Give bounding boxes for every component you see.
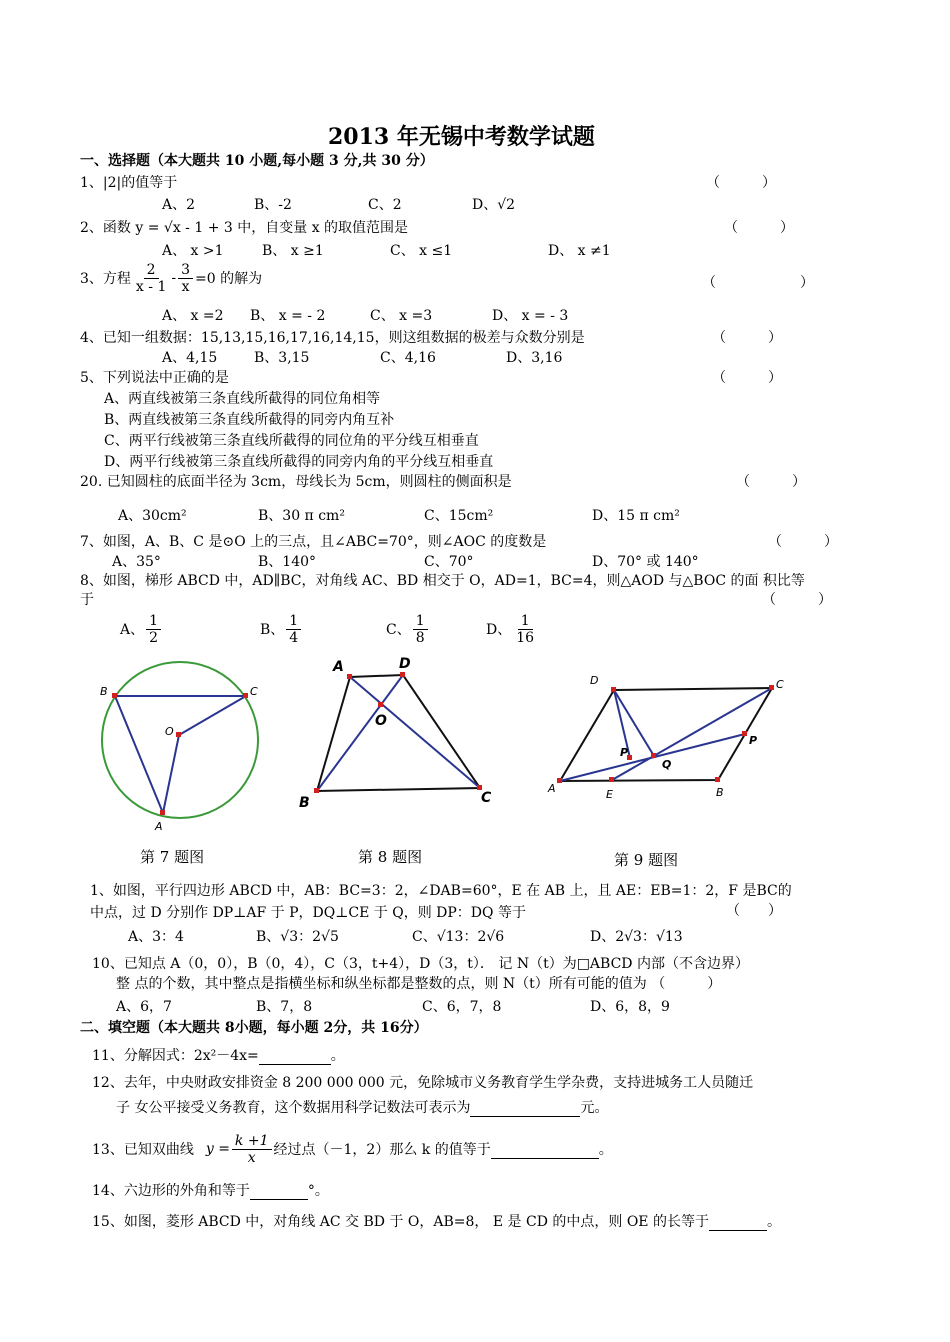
q8-d-num: 1: [518, 613, 533, 630]
q1-option-b: B、-2: [254, 197, 292, 213]
fig9-label-b: B: [716, 786, 724, 799]
q3-post: =0 的解为: [195, 271, 263, 287]
q9-option-b: B、√3：2√5: [256, 929, 339, 945]
q8-c-den: 8: [415, 629, 425, 646]
q7-paren: （ ）: [768, 534, 838, 550]
q8-b-den: 4: [289, 629, 299, 646]
q12-line2: [116, 1097, 608, 1117]
q4-option-c: C、4,16: [380, 350, 436, 366]
q12-stem-line1: 12、去年，中央财政安排资金 8 200 000 000 元，免除城市义务教育学生学杂费，支持进城务工人员随迁: [92, 1075, 754, 1091]
fig9-label-p2: P: [749, 734, 758, 747]
q6-option-a: A、30cm²: [118, 508, 187, 524]
q12-answer-blank[interactable]: [470, 1116, 580, 1117]
q5-option-c: C、两平行线被第三条直线所截得的同位角的平分线互相垂直: [104, 433, 479, 449]
figure-7-caption: 第 7 题图: [140, 848, 205, 866]
q9-option-d: D、2√3：√13: [590, 929, 683, 945]
fig8-label-c: C: [481, 790, 492, 806]
q7-option-c: C、70°: [424, 554, 474, 570]
figure-9: [540, 668, 790, 808]
q3-paren: （ ）: [702, 275, 814, 291]
q3-stem: [80, 258, 262, 298]
fig9-segment-ec: [612, 688, 772, 780]
q8-d-label: D、: [486, 622, 512, 638]
q8-paren: （ ）: [762, 592, 832, 608]
q15: [92, 1211, 781, 1231]
fig9-label-d: D: [590, 674, 599, 687]
fig9-label-q: Q: [662, 758, 672, 771]
q5-option-b: B、两直线被第三条直线所截得的同旁内角互补: [104, 412, 395, 428]
q5-stem: 5、下列说法中正确的是: [80, 370, 229, 386]
fig9-point-p2: [742, 731, 747, 736]
fig8-diagonal-bd: [317, 675, 403, 791]
fig9-point-d: [611, 687, 616, 692]
q3-f1-den: x - 1: [135, 278, 167, 295]
fig9-label-e: E: [606, 788, 613, 801]
fig7-point-o: [176, 732, 181, 737]
figure-8-caption: 第 8 题图: [358, 848, 423, 866]
q9-option-a: A、3：4: [128, 929, 184, 945]
q8-option-a: [120, 608, 163, 650]
fig8-point-a: [347, 674, 352, 679]
figure-8: [295, 655, 510, 815]
q12-post: 元。: [580, 1100, 609, 1116]
q13: [92, 1126, 613, 1172]
q10-option-c: C、6，7，8: [422, 999, 502, 1015]
fig9-point-q: [651, 753, 656, 758]
fig7-circle: [102, 662, 258, 818]
q13-answer-blank[interactable]: [491, 1140, 599, 1159]
fig9-label-p1: P: [620, 746, 629, 759]
q8-b-label: B、: [260, 622, 285, 638]
fig8-point-o: [378, 702, 383, 707]
q2-paren: （ ）: [724, 220, 794, 236]
q9-stem-line1: 1、如图，平行四边形 ABCD 中，AB：BC=3：2，∠DAB=60°，E 在 AB 上，且 AE：EB=1：2，F 是BC的: [90, 883, 792, 899]
q1-option-d: D、√2: [472, 197, 516, 213]
q11: [92, 1045, 345, 1065]
q13-y: y =: [205, 1141, 230, 1157]
q7-option-a: A、35°: [112, 554, 161, 570]
q13-f-den: x: [247, 1149, 256, 1166]
q9-paren: （ ）: [726, 903, 782, 919]
q4-option-b: B、3,15: [254, 350, 310, 366]
q8-d-den: 16: [516, 629, 535, 646]
q13-fraction: [232, 1133, 272, 1166]
q3-option-b: B、 x = - 2: [250, 308, 326, 324]
q14-stem: 14、六边形的外角和等于: [92, 1183, 250, 1199]
q5-paren: （ ）: [712, 370, 782, 386]
fig9-label-a: A: [548, 782, 556, 795]
q2-option-a: A、 x >1: [162, 243, 224, 259]
fig8-label-d: D: [399, 656, 411, 672]
q4-option-a: A、4,15: [162, 350, 218, 366]
q15-post: 。: [766, 1214, 781, 1230]
q8-c-label: C、: [386, 622, 411, 638]
q2-option-d: D、 x ≠1: [548, 243, 611, 259]
q3-option-c: C、 x =3: [370, 308, 433, 324]
q8-stem-line1: 8、如图，梯形 ABCD 中，AD∥BC，对角线 AC、BD 相交于 O，AD=1，BC=4，则△AOD 与△BOC 的面 积比等: [80, 573, 805, 589]
q4-option-d: D、3,16: [506, 350, 563, 366]
q10-option-b: B、7，8: [256, 999, 313, 1015]
section-heading-choice: 一、选择题（本大题共 10 小题,每小题 3 分,共 30 分）: [80, 153, 434, 169]
fig7-label-a: A: [155, 820, 163, 833]
q3-pre: 3、方程: [80, 271, 131, 287]
q10-stem-line2: 整 点的个数，其中整点是指横坐标和纵坐标都是整数的点，则 N（t）所有可能的值为 （ ）: [116, 976, 722, 992]
q6-option-c: C、15cm²: [424, 508, 494, 524]
q10-option-d: D、6，8，9: [590, 999, 670, 1015]
fig7-label-c: C: [250, 685, 258, 698]
q8-option-b: [260, 608, 303, 650]
q10-option-a: A、6，7: [116, 999, 172, 1015]
q11-stem: 11、分解因式：2x²－4x=: [92, 1048, 259, 1064]
q8-c-num: 1: [413, 613, 428, 630]
q3-f2-den: x: [181, 278, 190, 295]
fig8-label-b: B: [299, 795, 310, 811]
q8-a-label: A、: [120, 622, 145, 638]
page-title: 2013 年无锡中考数学试题: [328, 124, 595, 150]
q6-paren: （ ）: [736, 474, 806, 490]
q11-answer-blank[interactable]: [259, 1064, 331, 1065]
q15-stem: 15、如图，菱形 ABCD 中，对角线 AC 交 BD 于 O，AB=8， E 是 CD 的中点，则 OE 的长等于: [92, 1214, 709, 1230]
fig8-point-b: [314, 788, 319, 793]
q5-option-d: D、两平行线被第三条直线所截得的同旁内角的平分线互相垂直: [104, 454, 494, 470]
q15-answer-blank[interactable]: [709, 1230, 767, 1231]
q6-option-d: D、15 π cm²: [592, 508, 680, 524]
q10-stem-line1: 10、已知点 A（0，0），B（0，4），C（3，t+4），D（3，t）． 记 N（t）为□ABCD 内部（不含边界）: [92, 956, 749, 972]
q8-a-num: 1: [146, 613, 161, 630]
q8-option-c: [386, 608, 430, 650]
fig8-label-o: O: [375, 713, 387, 729]
q1-paren: （ ）: [706, 175, 776, 191]
q13-post: 经过点（－1，2）那么 k 的值等于: [273, 1142, 491, 1158]
fig7-segment-oc: [179, 696, 246, 735]
q6-option-b: B、30 π cm²: [258, 508, 345, 524]
q6-stem: 20. 已知圆柱的底面半径为 3cm，母线长为 5cm，则圆柱的侧面积是: [80, 474, 512, 490]
figure-9-caption: 第 9 题图: [614, 851, 679, 869]
q8-stem-line2: 于: [80, 592, 94, 608]
fig7-point-c: [243, 693, 248, 698]
q7-option-d: D、70° 或 140°: [592, 554, 699, 570]
q5-option-a: A、两直线被第三条直线所截得的同位角相等: [104, 391, 381, 407]
section-heading-fill: 二、填空题（本大题共 8小题，每小题 2分，共 16分）: [80, 1020, 428, 1036]
q3-fraction-1: [133, 262, 169, 295]
figure-7: [95, 660, 270, 835]
q1-option-a: A、2: [162, 197, 196, 213]
q1-option-c: C、2: [368, 197, 402, 213]
q2-option-c: C、 x ≤1: [390, 243, 453, 259]
q1-stem: 1、|2|的值等于: [80, 175, 178, 191]
q9-stem-line2: 中点，过 D 分别作 DP⊥AF 于 P，DQ⊥CE 于 Q，则 DP：DQ 等于: [90, 905, 526, 921]
q7-option-b: B、140°: [258, 554, 317, 570]
q3-fraction-2: [178, 262, 193, 295]
q14-answer-blank[interactable]: [250, 1199, 308, 1200]
q8-b-num: 1: [286, 613, 301, 630]
q2-option-b: B、 x ≥1: [262, 243, 324, 259]
q9-option-c: C、√13：2√6: [412, 929, 505, 945]
q4-paren: （ ）: [712, 330, 782, 346]
q13-end: 。: [598, 1142, 613, 1158]
q2-stem: 2、函数 y = √x - 1 + 3 中，自变量 x 的取值范围是: [80, 220, 409, 236]
fig7-label-b: B: [100, 685, 108, 698]
fig7-point-a: [160, 810, 165, 815]
q4-stem: 4、已知一组数据：15,13,15,16,17,16,14,15，则这组数据的极差与众数分别是: [80, 330, 585, 346]
q12-stem-line2: 子 女公平接受义务教育，这个数据用科学记数法可表示为: [116, 1100, 471, 1116]
q8-option-d: [486, 608, 539, 650]
fig9-point-e: [609, 777, 614, 782]
q14-post: °。: [307, 1183, 329, 1199]
fig8-trapezoid: [317, 675, 480, 791]
fig7-segment-oa: [163, 735, 179, 813]
fig8-label-a: A: [333, 659, 344, 675]
fig7-segment-ba: [115, 696, 163, 813]
q8-a-den: 2: [149, 629, 159, 646]
q14: [92, 1180, 329, 1200]
q3-option-d: D、 x = - 3: [492, 308, 569, 324]
q3-minus: -: [171, 270, 177, 286]
fig7-label-o: O: [165, 725, 174, 738]
fig9-point-b: [715, 777, 720, 782]
q13-pre: 13、已知双曲线: [92, 1142, 194, 1158]
q3-option-a: A、 x =2: [162, 308, 224, 324]
q3-f2-num: 3: [178, 262, 193, 279]
fig8-point-d: [400, 672, 405, 677]
q13-f-num: k +1: [232, 1133, 272, 1150]
fig9-label-c: C: [776, 678, 784, 691]
fig9-point-a: [557, 778, 562, 783]
fig9-point-c: [769, 685, 774, 690]
q7-stem: 7、如图，A、B、C 是⊙O 上的三点，且∠ABC=70°，则∠AOC 的度数是: [80, 534, 547, 550]
q3-f1-num: 2: [144, 262, 159, 279]
fig7-point-b: [112, 693, 117, 698]
q11-post: 。: [330, 1048, 345, 1064]
